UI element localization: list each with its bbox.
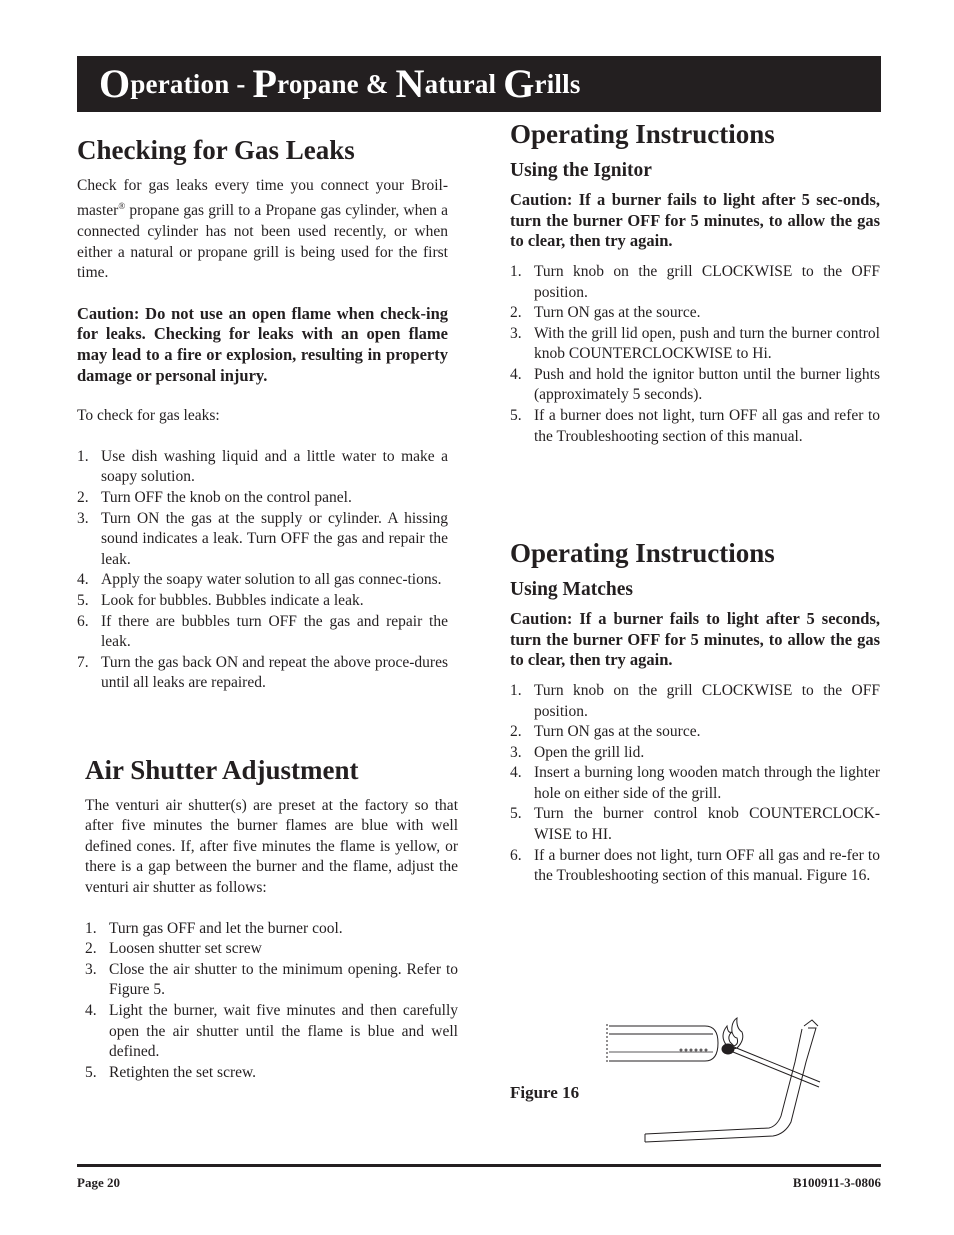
registered-mark: ® bbox=[118, 201, 126, 212]
list-item: 5. Look for bubbles. Bubbles indicate a leak. bbox=[77, 591, 364, 609]
ignitor-steps bbox=[510, 262, 880, 447]
air-shutter-section bbox=[85, 756, 458, 1083]
list-item: 1. Turn gas OFF and let the burner cool. bbox=[85, 919, 343, 937]
banner-text-natural: atural bbox=[424, 68, 504, 99]
banner-cap-o: O bbox=[99, 61, 131, 106]
footer-rule bbox=[77, 1164, 881, 1167]
gas-leaks-lead: To check for gas leaks: bbox=[77, 407, 220, 425]
list-item: 7. Turn the gas back ON and repeat the above proce-dures until all leaks are repaired. bbox=[77, 653, 448, 692]
air-shutter-title: Air Shutter Adjustment bbox=[85, 755, 359, 785]
list-item: 4. Light the burner, wait five minutes and then carefully open the air shutter until the flame is blue and well defined. bbox=[85, 1002, 458, 1061]
matches-subtitle: Using Matches bbox=[510, 578, 633, 600]
gas-leaks-title: Checking for Gas Leaks bbox=[77, 135, 355, 165]
gas-leaks-intro bbox=[77, 176, 448, 284]
banner-cap-p: P bbox=[252, 61, 278, 106]
list-item: 2. Turn ON gas at the source. bbox=[510, 723, 701, 741]
matches-section bbox=[510, 539, 880, 887]
list-item: 4. Apply the soapy water solution to all gas connec-tions. bbox=[77, 571, 442, 589]
burner-match-illustration-icon bbox=[605, 1012, 835, 1157]
banner-cap-g: G bbox=[503, 61, 535, 106]
air-shutter-intro: The venturi air shutter(s) are preset at the factory so that after five minutes the burner flames are blue with well defined cones. If, after five minutes the flame is yellow, or there is a gap between the burner and the flame, adjust the venturi air shutter as follows: bbox=[85, 796, 458, 897]
list-item: 5. Turn the burner control knob COUNTERCLOCK-WISE to HI. bbox=[510, 805, 880, 844]
list-item: 1. Turn knob on the grill CLOCKWISE to the OFF position. bbox=[510, 262, 880, 301]
list-item: 2. Loosen shutter set screw bbox=[85, 940, 262, 958]
list-item: 3. Turn ON the gas at the supply or cylinder. A hissing sound indicates a leak. Turn OFF the gas and repair the leak. bbox=[77, 509, 448, 568]
ignitor-caution: Caution: If a burner fails to light after 5 sec-onds, turn the burner OFF for 5 minutes, to allow the gas to clear, then try again. bbox=[510, 190, 880, 251]
matches-title: Operating Instructions bbox=[510, 538, 775, 568]
list-item: 2. Turn ON gas at the source. bbox=[510, 304, 701, 322]
list-item: 5. Retighten the set screw. bbox=[85, 1063, 257, 1081]
matches-steps bbox=[510, 681, 880, 887]
banner-text-operation: peration - bbox=[130, 68, 253, 99]
banner-text-propane: ropane & bbox=[277, 68, 396, 99]
figure-label: Figure 16 bbox=[510, 1083, 580, 1102]
ignitor-title: Operating Instructions bbox=[510, 119, 775, 149]
list-item: 2. Turn OFF the knob on the control panel. bbox=[77, 488, 352, 506]
gas-leaks-steps bbox=[77, 447, 448, 694]
list-item: 4. Push and hold the ignitor button until the burner lights (approximately 5 seconds). bbox=[510, 365, 880, 404]
list-item: 5. If a burner does not light, turn OFF all gas and refer to the Troubleshooting section of this manual. bbox=[510, 407, 880, 445]
list-item: 3. Close the air shutter to the minimum opening. Refer to Figure 5. bbox=[85, 960, 458, 999]
list-item: 3. With the grill lid open, push and turn the burner control knob COUNTERCLOCKWISE to Hi. bbox=[510, 324, 880, 363]
ignitor-section bbox=[510, 120, 880, 447]
gas-leaks-intro-a: Check for gas leaks every time you connect your Broil-master bbox=[77, 176, 448, 220]
list-item: 6. If there are bubbles turn OFF the gas and repair the leak. bbox=[77, 612, 448, 651]
figure-16-svg bbox=[605, 1012, 835, 1152]
ignitor-subtitle: Using the Ignitor bbox=[510, 159, 652, 181]
page-number: Page 20 bbox=[77, 1175, 120, 1190]
list-item: 4. Insert a burning long wooden match through the lighter hole on either side of the grill. bbox=[510, 764, 880, 802]
list-item: 6. If a burner does not light, turn OFF all gas and re-fer to the Troubleshooting section of this manual. Figure 16. bbox=[510, 846, 880, 885]
gas-leaks-caution: Caution: Do not use an open flame when check-ing for leaks. Checking for leaks with an open flame may lead to a fire or explosion, resulting in property damage or personal injury. bbox=[77, 303, 448, 385]
gas-leaks-section bbox=[77, 136, 448, 694]
gas-leaks-intro-b: propane gas grill to a Propane gas cylinder, when a connected cylinder has not been used recently, or when either a natural or propane grill is being used for the first time. bbox=[77, 202, 448, 282]
document-code: B100911-3-0806 bbox=[792, 1175, 881, 1190]
section-banner bbox=[77, 56, 881, 112]
list-item: 1. Turn knob on the grill CLOCKWISE to the OFF position. bbox=[510, 681, 880, 720]
list-item: 1. Use dish washing liquid and a little water to make a soapy solution. bbox=[77, 447, 448, 486]
banner-text-grills: rills bbox=[534, 68, 581, 99]
matches-caution: Caution: If a burner fails to light after 5 seconds, turn the burner OFF for 5 minutes, to allow the gas to clear, then try again. bbox=[510, 609, 880, 670]
list-item: 3. Open the grill lid. bbox=[510, 743, 645, 761]
air-shutter-steps bbox=[85, 919, 458, 1084]
banner-cap-n: N bbox=[395, 61, 425, 106]
